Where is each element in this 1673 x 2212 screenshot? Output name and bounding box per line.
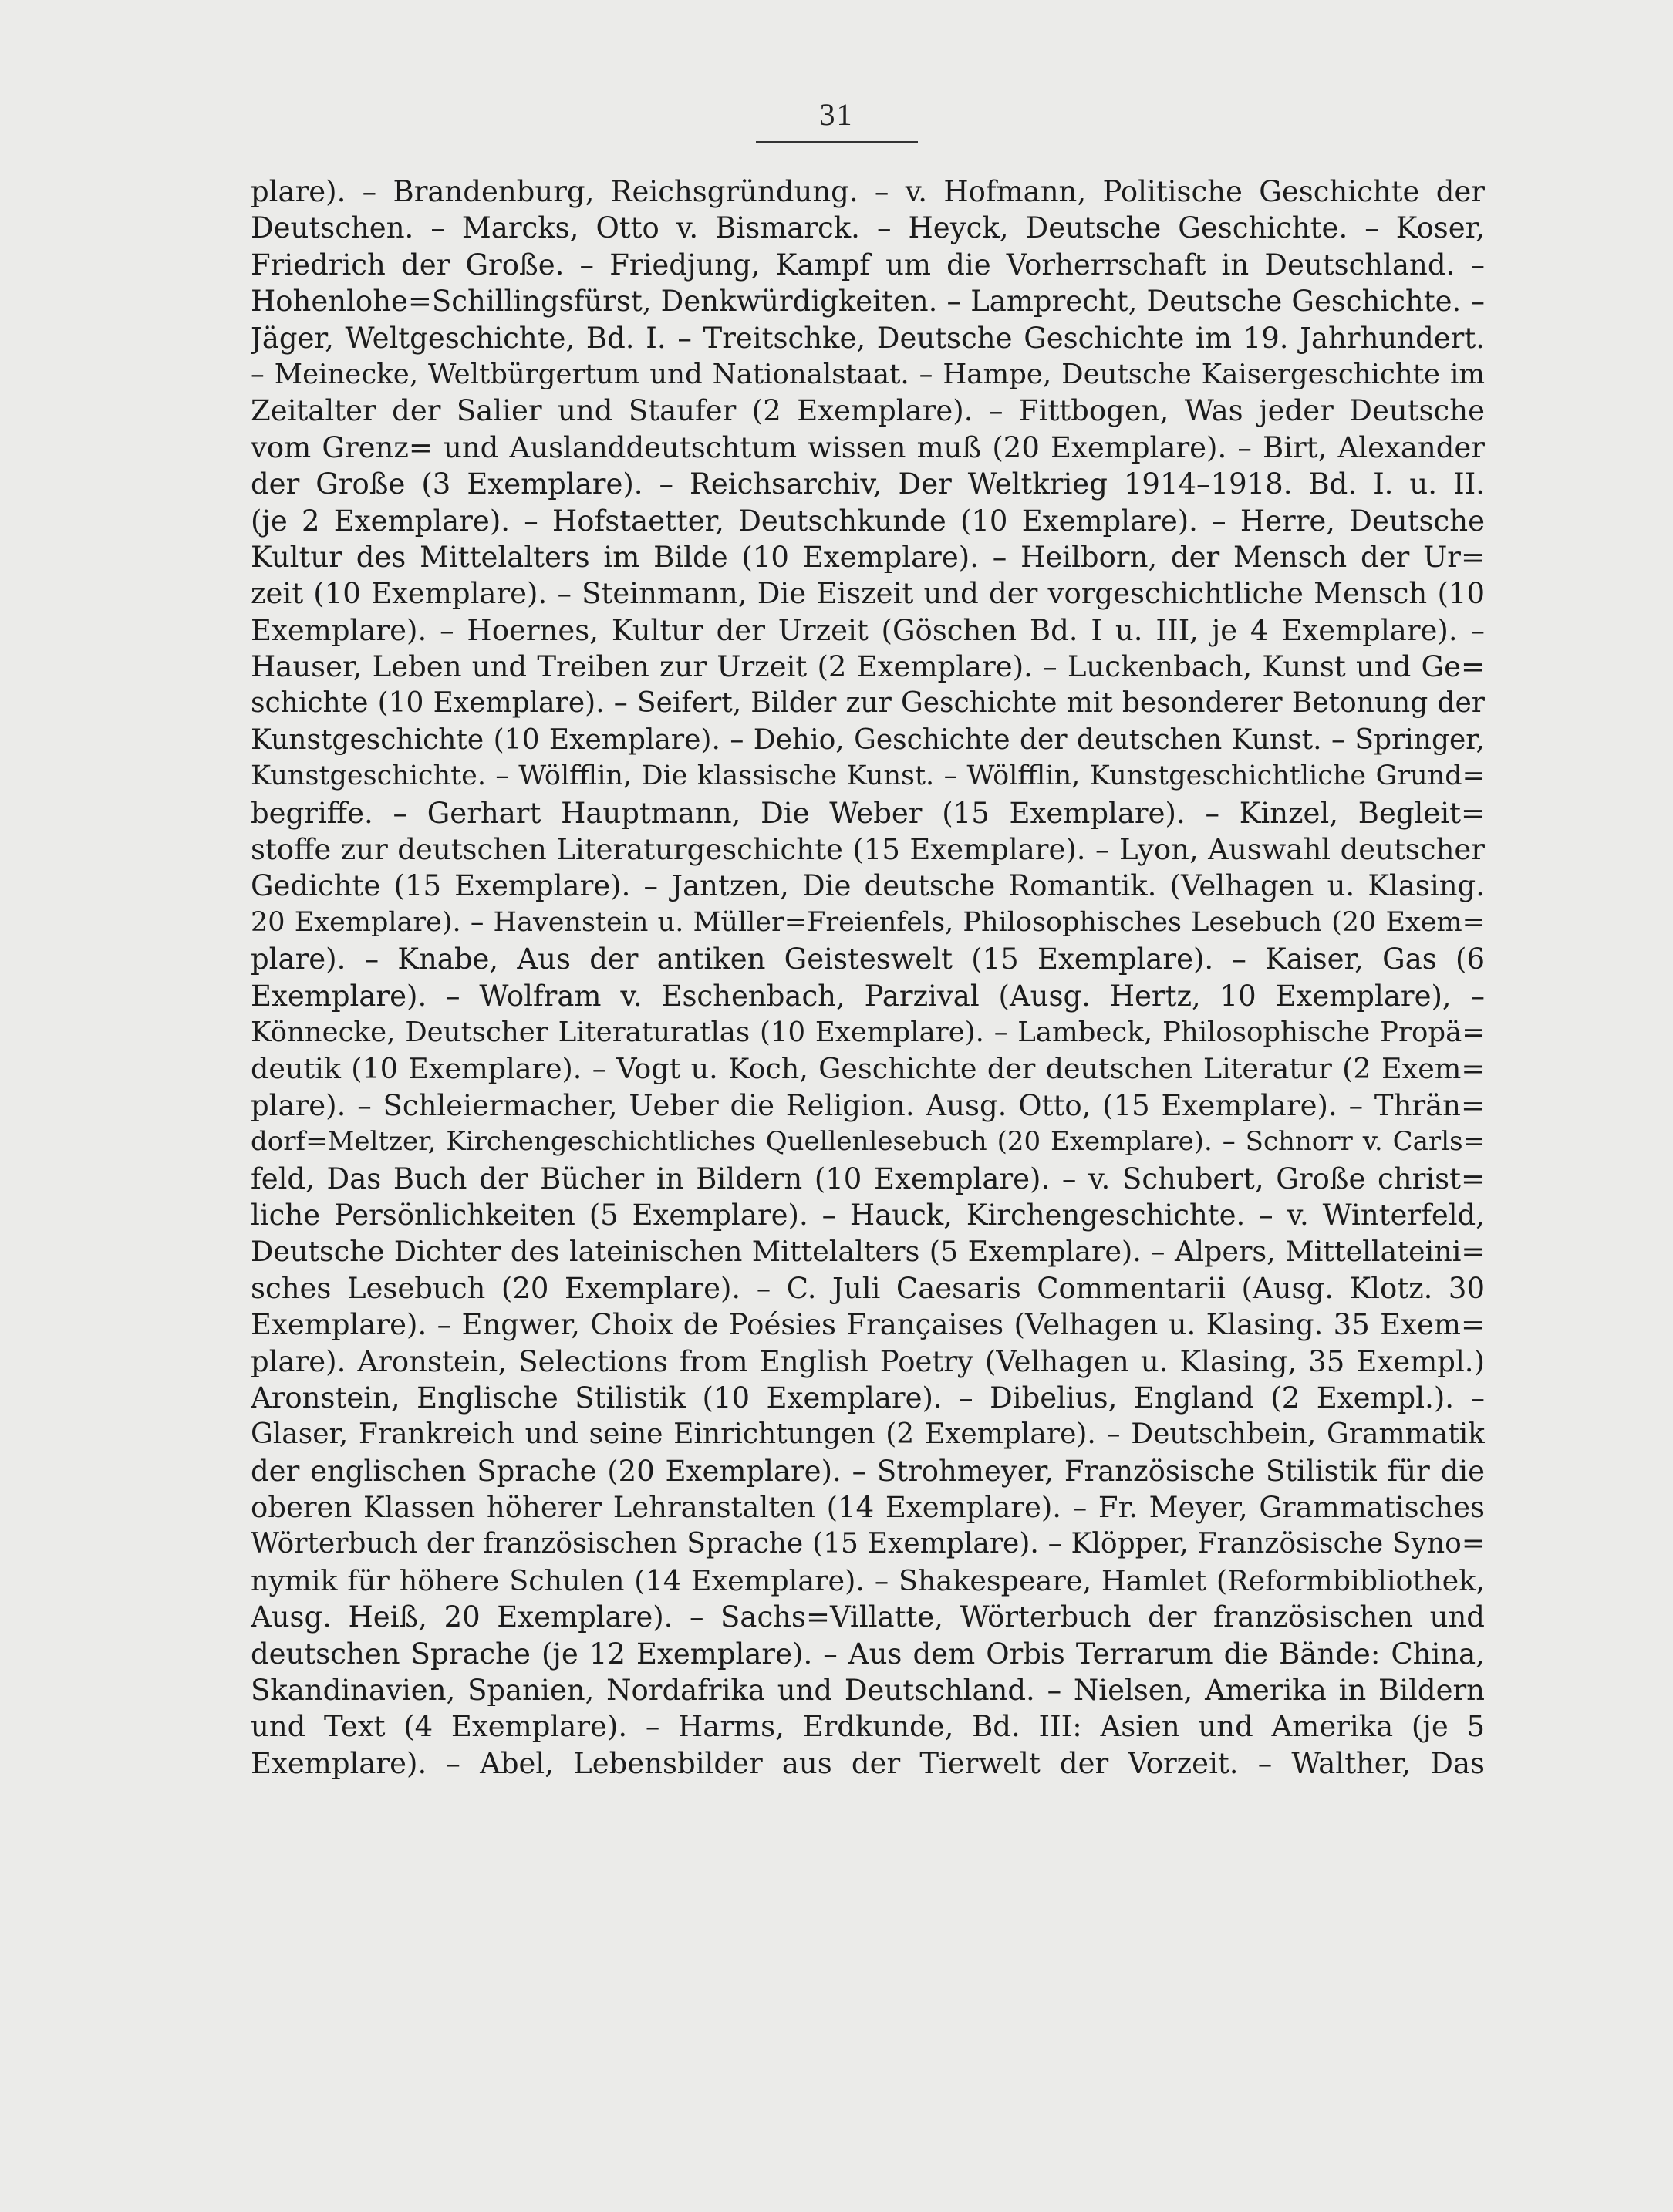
header-rule: [756, 141, 918, 143]
text-line: nymik für höhere Schulen (14 Exemplare). – Shakespeare, Hamlet (Reformbibliothek,: [251, 1563, 1485, 1597]
text-line: und Text (4 Exemplare). – Harms, Erdkunde, Bd. III: Asien und Amerika (je 5: [251, 1710, 1485, 1744]
text-line: – Meinecke, Weltbürgertum und Nationalstaat. – Hampe, Deutsche Kaisergeschichte im: [251, 358, 1485, 390]
text-line: schichte (10 Exemplare). – Seifert, Bilder zur Geschichte mit besonderer Betonung der: [251, 687, 1485, 720]
text-line: stoffe zur deutschen Literaturgeschichte (15 Exemplare). – Lyon, Auswahl deutscher: [251, 833, 1485, 867]
text-line: sches Lesebuch (20 Exemplare). – C. Juli Caesaris Commentarii (Ausg. Klotz. 30: [251, 1271, 1485, 1305]
text-line: Könnecke, Deutscher Literaturatlas (10 Exemplare). – Lambeck, Philosophische Propä=: [251, 1016, 1485, 1048]
text-line: Friedrich der Große. – Friedjung, Kampf um die Vorherrschaft in Deutschland. –: [251, 248, 1485, 282]
text-line: Deutschen. – Marcks, Otto v. Bismarck. – Heyck, Deutsche Geschichte. – Koser,: [251, 211, 1485, 245]
text-line: zeit (10 Exemplare). – Steinmann, Die Eiszeit und der vorgeschichtliche Mensch (10: [251, 577, 1485, 611]
text-line: Kunstgeschichte (10 Exemplare). – Dehio, Geschichte der deutschen Kunst. – Springer,: [251, 723, 1485, 756]
text-line: der Große (3 Exemplare). – Reichsarchiv, Der Weltkrieg 1914–1918. Bd. I. u. II.: [251, 467, 1485, 501]
body-text: [251, 174, 1485, 1782]
text-line: Zeitalter der Salier und Staufer (2 Exemplare). – Fittbogen, Was jeder Deutsche: [251, 394, 1485, 428]
text-line: plare). – Brandenburg, Reichsgründung. – v. Hofmann, Politische Geschichte der: [251, 175, 1485, 208]
text-line: Deutsche Dichter des lateinischen Mittelalters (5 Exemplare). – Alpers, Mittellateini=: [251, 1235, 1485, 1269]
text-line: Kultur des Mittelalters im Bilde (10 Exemplare). – Heilborn, der Mensch der Ur=: [251, 540, 1485, 574]
text-line: plare). Aronstein, Selections from English Poetry (Velhagen u. Klasing, 35 Exempl.): [251, 1344, 1485, 1378]
text-line: Glaser, Frankreich und seine Einrichtungen (2 Exemplare). – Deutschbein, Grammatik: [251, 1418, 1485, 1451]
text-line: Ausg. Heiß, 20 Exemplare). – Sachs=Villatte, Wörterbuch der französischen und: [251, 1600, 1485, 1634]
text-line: Exemplare). – Engwer, Choix de Poésies Françaises (Velhagen u. Klasing. 35 Exem=: [251, 1308, 1485, 1342]
text-line: dorf=Meltzer, Kirchengeschichtliches Quellenlesebuch (20 Exemplare). – Schnorr v. Carls=: [251, 1126, 1485, 1158]
text-line: vom Grenz= und Auslanddeutschtum wissen muß (20 Exemplare). – Birt, Alexander: [251, 430, 1485, 464]
text-line: feld, Das Buch der Bücher in Bildern (10 Exemplare). – v. Schubert, Große christ=: [251, 1162, 1485, 1195]
text-line: Hauser, Leben und Treiben zur Urzeit (2 Exemplare). – Luckenbach, Kunst und Ge=: [251, 650, 1485, 684]
text-line: Gedichte (15 Exemplare). – Jantzen, Die deutsche Romantik. (Velhagen u. Klasing.: [251, 869, 1485, 903]
text-line: (je 2 Exemplare). – Hofstaetter, Deutschkunde (10 Exemplare). – Herre, Deutsche: [251, 504, 1485, 538]
text-line: Aronstein, Englische Stilistik (10 Exemplare). – Dibelius, England (2 Exempl.). –: [251, 1381, 1485, 1415]
text-line: Hohenlohe=Schillingsfürst, Denkwürdigkeiten. – Lamprecht, Deutsche Geschichte. –: [251, 285, 1485, 319]
text-line: der englischen Sprache (20 Exemplare). – Strohmeyer, Französische Stilistik für die: [251, 1454, 1485, 1488]
text-line: Exemplare). – Wolfram v. Eschenbach, Parzival (Ausg. Hertz, 10 Exemplare), –: [251, 979, 1485, 1013]
text-line: oberen Klassen höherer Lehranstalten (14 Exemplare). – Fr. Meyer, Grammatisches: [251, 1491, 1485, 1525]
page-number: 31: [819, 97, 854, 132]
text-line: Exemplare). – Abel, Lebensbilder aus der Tierwelt der Vorzeit. – Walther, Das: [251, 1746, 1485, 1780]
text-line: deutik (10 Exemplare). – Vogt u. Koch, Geschichte der deutschen Literatur (2 Exem=: [251, 1052, 1485, 1086]
text-line: Exemplare). – Hoernes, Kultur der Urzeit (Göschen Bd. I u. III, je 4 Exemplare). –: [251, 613, 1485, 647]
text-line: 20 Exemplare). – Havenstein u. Müller=Freienfels, Philosophisches Lesebuch (20 Exem=: [251, 906, 1485, 938]
text-line: plare). – Schleiermacher, Ueber die Religion. Ausg. Otto, (15 Exemplare). – Thrän=: [251, 1088, 1485, 1122]
text-line: Kunstgeschichte. – Wölfflin, Die klassische Kunst. – Wölfflin, Kunstgeschichtliche Grund=: [251, 760, 1485, 792]
text-line: plare). – Knabe, Aus der antiken Geisteswelt (15 Exemplare). – Kaiser, Gas (6: [251, 942, 1485, 976]
text-line: Skandinavien, Spanien, Nordafrika und Deutschland. – Nielsen, Amerika in Bildern: [251, 1674, 1485, 1708]
text-line: begriffe. – Gerhart Hauptmann, Die Weber (15 Exemplare). – Kinzel, Begleit=: [251, 796, 1485, 830]
text-line: liche Persönlichkeiten (5 Exemplare). – Hauck, Kirchengeschichte. – v. Winterfeld,: [251, 1198, 1485, 1232]
text-line: deutschen Sprache (je 12 Exemplare). – Aus dem Orbis Terrarum die Bände: China,: [251, 1637, 1485, 1671]
text-line: Wörterbuch der französischen Sprache (15 Exemplare). – Klöpper, Französische Syno=: [251, 1528, 1485, 1560]
text-line: Jäger, Weltgeschichte, Bd. I. – Treitschke, Deutsche Geschichte im 19. Jahrhundert.: [251, 321, 1485, 355]
